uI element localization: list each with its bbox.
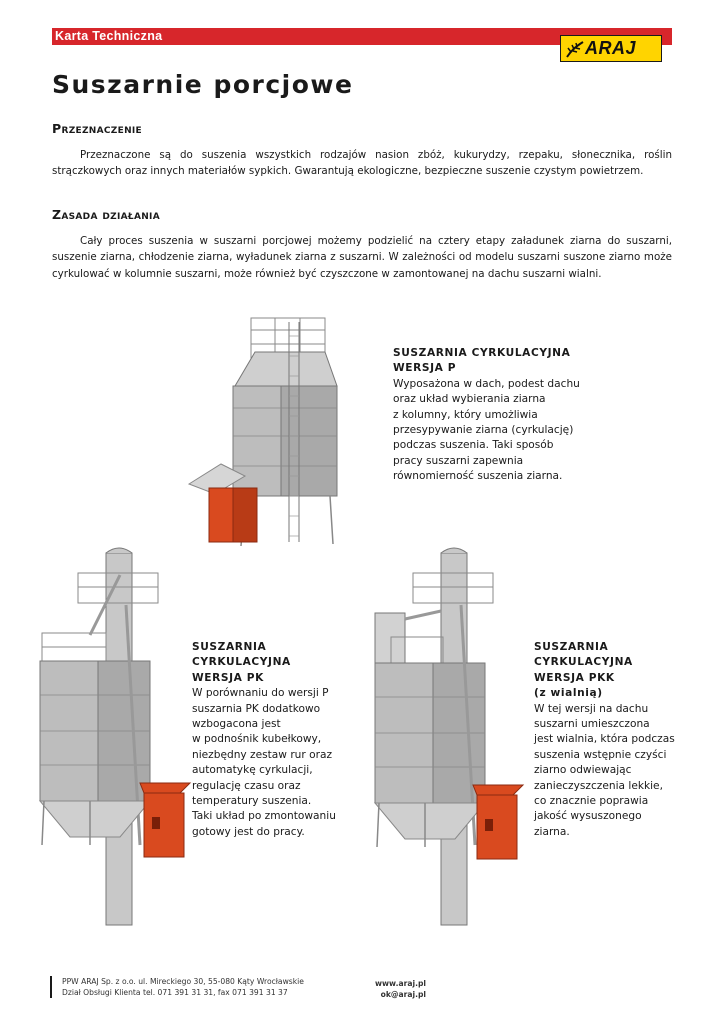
model-pkk-body-line: zanieczyszczenia lekkie, xyxy=(534,779,663,792)
model-pk-body-line: temperatury suszenia. xyxy=(192,795,312,808)
model-pk-body-line: suszarnia PK dodatkowo xyxy=(192,702,321,715)
model-pk-caption xyxy=(192,640,336,840)
model-pk-body-line: wzbogacona jest xyxy=(192,718,281,731)
wheat-icon xyxy=(565,39,585,59)
model-pk-title-line: WERSJA PK xyxy=(192,671,264,684)
model-pkk-body-line: W tej wersji na dachu xyxy=(534,702,649,715)
model-p-body-line: podczas suszenia. Taki sposób xyxy=(393,439,554,452)
footer-address xyxy=(50,976,304,998)
model-pk-title-line: SUSZARNIA xyxy=(192,641,267,653)
model-p-body-line: pracy suszarni zapewnia xyxy=(393,454,524,467)
model-pk-body-line: W porównaniu do wersji P xyxy=(192,687,329,700)
model-pk-title-line: CYRKULACYJNA xyxy=(192,656,291,669)
model-pkk-body-line: ziarno odwiewając xyxy=(534,764,632,777)
model-pk-body-line: automatykę cyrkulacji, xyxy=(192,764,313,777)
model-pk-body-line: Taki układ po zmontowaniu xyxy=(192,810,336,823)
website-link[interactable]: www.araj.pl xyxy=(375,979,426,988)
model-p-body-line: równomierność suszenia ziarna. xyxy=(393,470,563,483)
model-pk-body-line: gotowy jest do pracy. xyxy=(192,825,305,838)
model-pkk-body-line: co znacznie poprawia xyxy=(534,795,649,808)
footer-company-line: PPW ARAJ Sp. z o.o. ul. Mireckiego 30, 55-080 Kąty Wrocławskie xyxy=(62,977,304,986)
model-p-body-line: przesypywanie ziarna (cyrkulację) xyxy=(393,424,574,437)
model-pkk-body-line: ziarna. xyxy=(534,825,570,838)
model-pk-body-line: w podnośnik kubełkowy, xyxy=(192,733,322,746)
footer-links xyxy=(360,978,426,1000)
section-text-principle: Cały proces suszenia w suszarni porcjowej możemy podzielić na cztery etapy załadunek ziarna do suszarni, suszenie ziarna, chłodzenie ziarna, wyładunek ziarna z suszarni. W zależności od modelu suszarni suszone ziarno może cyrkulować w kolumnie suszarni, może również być czyszczone w zamontowanej na dachu suszarni wialni. xyxy=(52,235,672,280)
model-p-body-line: Wyposażona w dach, podest dachu xyxy=(393,377,580,390)
footer-contact-line: Dział Obsługi Klienta tel. 071 391 31 31, fax 071 391 31 37 xyxy=(62,988,288,997)
email-link[interactable]: ok@araj.pl xyxy=(380,990,426,999)
model-pkk-title-line: (z wialnią) xyxy=(534,687,603,700)
page-title: Suszarnie porcjowe xyxy=(52,70,354,99)
model-pkk-body-line: suszenia wstępnie czyści xyxy=(534,748,667,761)
dryer-pk-illustration xyxy=(30,545,195,930)
model-pk-body-line: niezbędny zestaw rur oraz xyxy=(192,748,333,761)
section-heading-principle: Zasada działania xyxy=(52,207,160,222)
model-p-body-line: oraz układ wybierania ziarna xyxy=(393,393,546,406)
model-pkk-body-line: jakość wysuszonego xyxy=(534,810,642,823)
model-pk-body-line: regulację czasu oraz xyxy=(192,779,301,792)
araj-logo xyxy=(560,35,662,62)
section-heading-purpose: Przeznaczenie xyxy=(52,121,142,136)
model-pkk-body-line: jest wialnia, która podczas xyxy=(534,733,675,746)
section-text-purpose: Przeznaczone są do suszenia wszystkich rodzajów nasion zbóż, kukurydzy, rzepaku, słonecznika, roślin strączkowych oraz innych materiałów sypkich. Gwarantują ekologiczne, bezpieczne suszenie czystym powietrzem. xyxy=(52,149,672,178)
model-pkk-body-line: suszarni umieszczona xyxy=(534,718,650,731)
model-p-caption xyxy=(393,346,580,485)
model-p-title-line: SUSZARNIA CYRKULACYJNA xyxy=(393,347,571,359)
model-pkk-title-line: CYRKULACYJNA xyxy=(534,656,633,669)
model-p-body-line: z kolumny, który umożliwia xyxy=(393,408,538,421)
model-pkk-caption xyxy=(534,640,675,840)
dryer-pkk-illustration xyxy=(365,545,530,930)
dryer-p-illustration xyxy=(185,316,365,548)
logo-text: ARAJ xyxy=(585,38,637,58)
model-pkk-title-line: WERSJA PKK xyxy=(534,671,615,684)
header-label: Karta Techniczna xyxy=(55,29,163,43)
model-p-title-line: WERSJA P xyxy=(393,362,457,375)
model-pkk-title-line: SUSZARNIA xyxy=(534,641,609,653)
